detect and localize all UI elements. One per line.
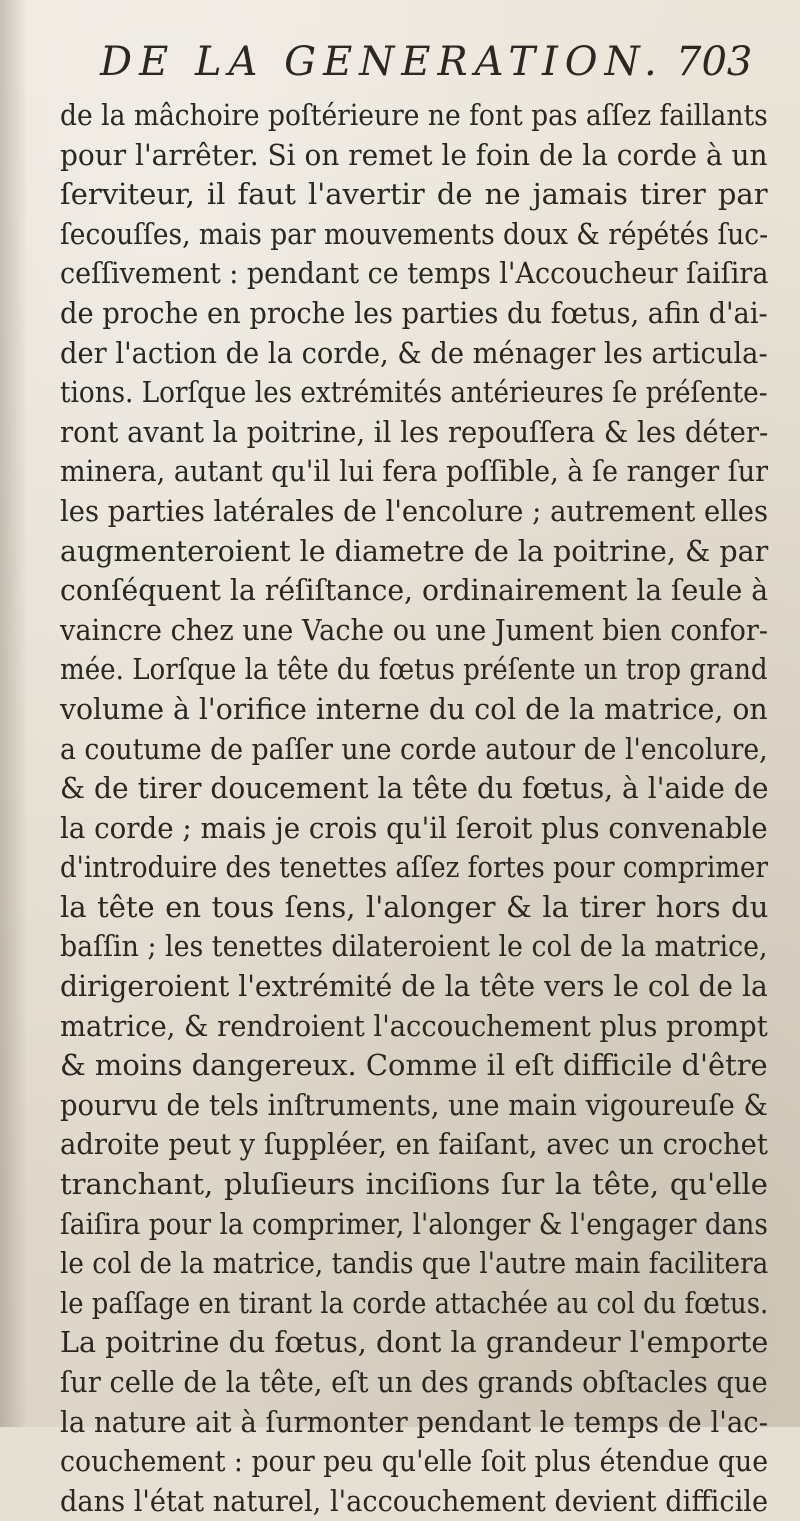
- text-line: d'introduire des tenettes aſſez fortes pour comprimer: [60, 850, 768, 885]
- text-line: pourvu de tels inſtruments, une main vigoureuſe &: [60, 1087, 768, 1122]
- text-line: matrice, & rendroient l'accouchement plus prompt: [60, 1008, 768, 1043]
- text-line: ſaiſira pour la comprimer, l'alonger & l'engager dans: [60, 1206, 768, 1241]
- text-line: le col de la matrice, tandis que l'autre main facilitera: [60, 1246, 769, 1281]
- text-line: & moins dangereux. Comme il eſt difficile d'être: [60, 1048, 768, 1083]
- text-line: ront avant la poitrine, il les repouſſera & les déter-: [60, 414, 769, 449]
- running-head: [0, 38, 800, 98]
- page-number: 703: [676, 39, 753, 85]
- text-line: couchement : pour peu qu'elle ſoit plus étendue que: [60, 1444, 769, 1479]
- text-line: ſecouſſes, mais par mouvements doux & répétés ſuc-: [60, 216, 769, 251]
- text-line: vaincre chez une Vache ou une Jument bien confor-: [60, 612, 769, 647]
- text-line: la corde ; mais je crois qu'il ſeroit plus convenable: [60, 810, 768, 845]
- text-line: conſéquent la réſiſtance, ordinairement la ſeule à: [60, 573, 769, 608]
- text-line: les parties latérales de l'encolure ; autrement elles: [60, 493, 769, 528]
- text-line: de proche en proche les parties du fœtus, afin d'ai-: [60, 295, 768, 330]
- text-line: ſur celle de la tête, eſt un des grands obſtacles que: [60, 1365, 768, 1399]
- text-line: ſerviteur, il faut l'avertir de ne jamais tirer par: [60, 177, 768, 212]
- text-line: pour l'arrêter. Si on remet le foin de la corde à un: [60, 137, 768, 172]
- text-line: dans l'état naturel, l'accouchement devient difficile: [60, 1483, 769, 1518]
- text-line: augmenteroient le diametre de la poitrine, & par: [60, 533, 769, 568]
- text-line: la nature ait à ſurmonter pendant le temps de l'ac-: [60, 1404, 769, 1439]
- paragraph-start-line: La poitrine du fœtus, dont la grandeur l'emporte: [60, 1325, 769, 1360]
- text-line: der l'action de la corde, & de ménager les articula-: [60, 335, 768, 370]
- text-line: de la mâchoire poſtérieure ne font pas aſſez faillants: [60, 98, 768, 132]
- text-line: a coutume de paſſer une corde autour de l'encolure,: [60, 731, 768, 766]
- text-line: tranchant, pluſieurs inciſions ſur la tête, qu'elle: [60, 1167, 768, 1202]
- text-line: tions. Lorſque les extrémités antérieures ſe préſente-: [60, 375, 768, 410]
- binding-shadow: [0, 0, 28, 1427]
- text-line: le paſſage en tirant la corde attachée au col du fœtus.: [60, 1285, 769, 1320]
- text-line: ceſſivement : pendant ce temps l'Accoucheur ſaiſira: [60, 256, 769, 291]
- text-line: la tête en tous ſens, l'alonger & la tirer hors du: [60, 889, 769, 924]
- text-line: adroite peut y ſuppléer, en faiſant, avec un crochet: [60, 1127, 768, 1162]
- text-line: volume à l'orifice interne du col de la matrice, on: [60, 691, 768, 726]
- body-text: [60, 96, 768, 1521]
- text-line: mée. Lorſque la tête du fœtus préſente un trop grand: [60, 652, 768, 687]
- running-title: DE LA GENERATION.: [100, 39, 664, 85]
- text-line: baſſin ; les tenettes dilateroient le col de la matrice,: [60, 929, 768, 964]
- text-line: & de tirer doucement la tête du fœtus, à l'aide de: [60, 771, 769, 806]
- text-line: dirigeroient l'extrémité de la tête vers le col de la: [60, 969, 768, 1004]
- text-line: minera, autant qu'il lui fera poſſible, à ſe ranger ſur: [60, 454, 769, 489]
